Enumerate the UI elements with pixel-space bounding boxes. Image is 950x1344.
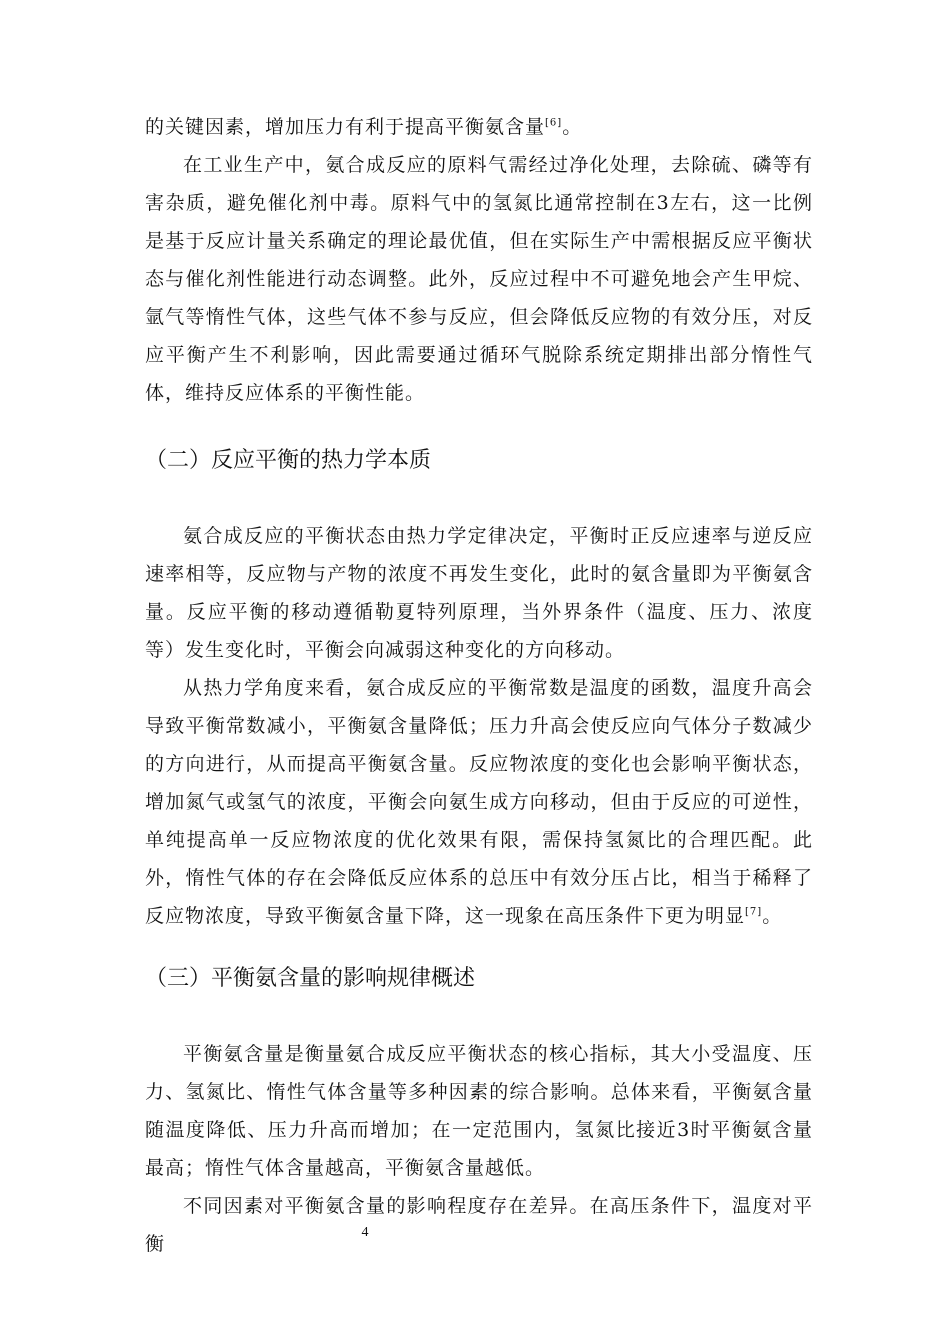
paragraph-continuation: 的关键因素，增加压力有利于提高平衡氨含量[6]。 — [145, 116, 583, 138]
paragraph-equilibrium-state: 氨合成反应的平衡状态由热力学定律决定，平衡时正反应速率与逆反应速率相等，反应物与产物的浓度不再发生变化，此时的氨含量即为平衡氨含量。反应平衡的移动遵循勒夏特列原理，当外界条件（温度、压力、浓度等）发生变化时，平衡会向减弱这种变化的方向移动。 — [145, 525, 813, 661]
paragraph-factor-differences: 不同因素对平衡氨含量的影响程度存在差异。在高压条件下，温度对平衡 — [145, 1195, 813, 1255]
citation-6: [6] — [545, 117, 563, 129]
section2-body — [145, 517, 813, 935]
section1-body — [145, 108, 813, 412]
page-number: 4 — [361, 1225, 369, 1240]
section3-heading: （三）平衡氨含量的影响规律概述 — [145, 966, 476, 991]
section2-heading: （二）反应平衡的热力学本质 — [145, 448, 432, 473]
paragraph-ammonia-indicator: 平衡氨含量是衡量氨合成反应平衡状态的核心指标，其大小受温度、压力、氢氮比、惰性气体含量等多种因素的综合影响。总体来看，平衡氨含量随温度降低、压力升高而增加；在一定范围内，氢氮比接近3时平衡氨含量最高；惰性气体含量越高，平衡氨含量越低。 — [145, 1043, 813, 1179]
paragraph-raw-gas: 在工业生产中，氨合成反应的原料气需经过净化处理，去除硫、磷等有害杂质，避免催化剂中毒。原料气中的氢氮比通常控制在3左右，这一比例是基于反应计量关系确定的理论最优值，但在实际生产中需根据反应平衡状态与催化剂性能进行动态调整。此外，反应过程中不可避免地会产生甲烷、氩气等惰性气体，这些气体不参与反应，但会降低反应物的有效分压，对反应平衡产生不利影响，因此需要通过循环气脱除系统定期排出部分惰性气体，维持反应体系的平衡性能。 — [145, 154, 813, 404]
citation-7: [7] — [745, 906, 763, 918]
paragraph-thermodynamics: 从热力学角度来看，氨合成反应的平衡常数是温度的函数，温度升高会导致平衡常数减小，平衡氨含量降低；压力升高会使反应向气体分子数减少的方向进行，从而提高平衡氨含量。反应物浓度的变化也会影响平衡状态，增加氮气或氢气的浓度，平衡会向氨生成方向移动，但由于反应的可逆性，单纯提高单一反应物浓度的优化效果有限，需保持氢氮比的合理匹配。此外，惰性气体的存在会降低反应体系的总压中有效分压占比，相当于稀释了反应物浓度，导致平衡氨含量下降，这一现象在高压条件下更为明显[7]。 — [145, 677, 813, 927]
